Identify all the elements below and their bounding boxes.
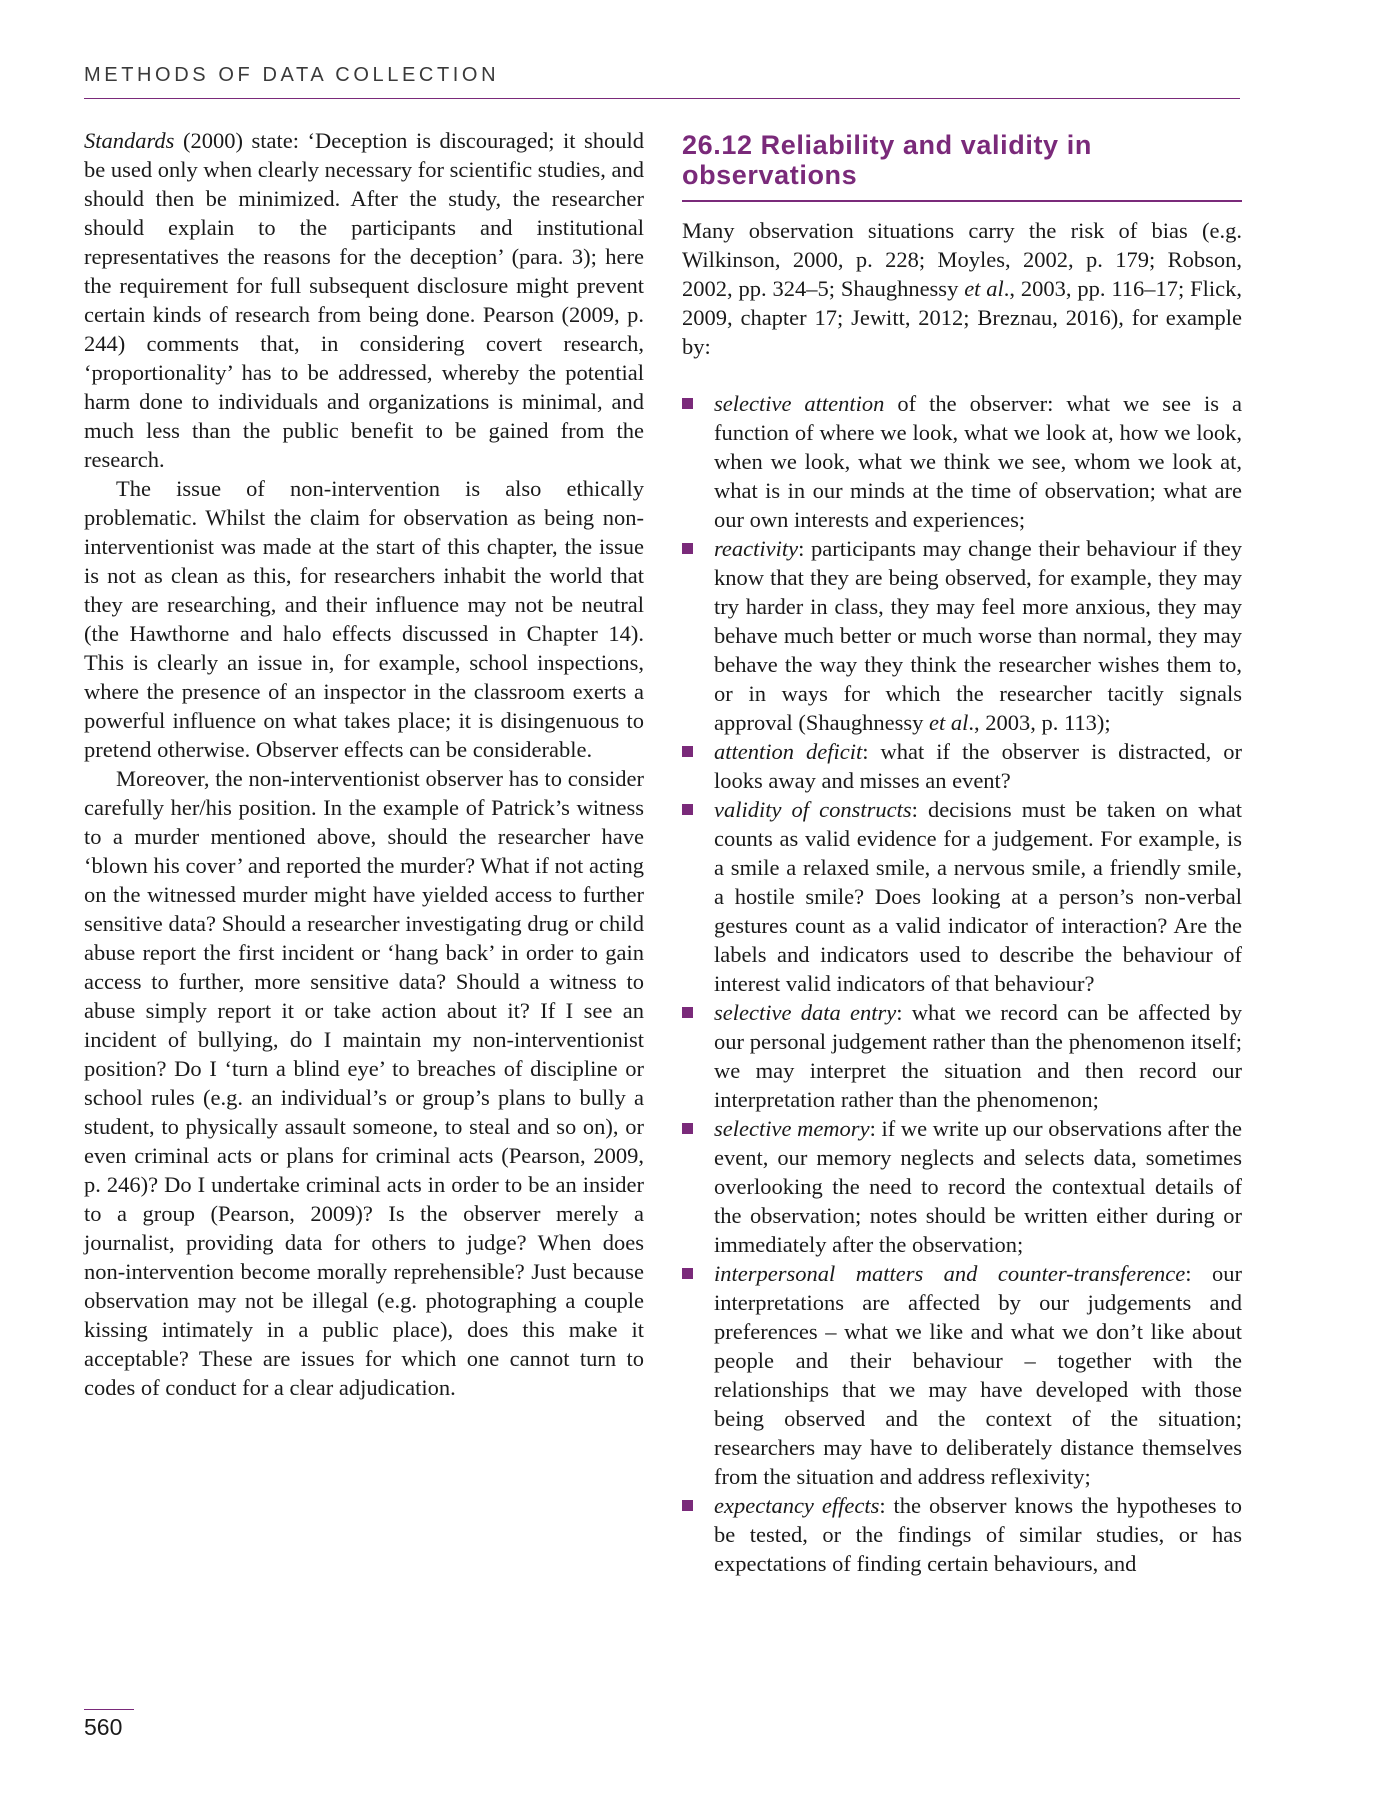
list-item-text-after: ., 2003, p. 113); — [968, 710, 1111, 735]
intro-text-a: Many observation situations carry the risk of bias (e.g. Wilkinson, 2000, p. 228; Moyles, 2002, p. 179; Robson, 2002, pp. 324–5; Shaughnessy — [682, 218, 1242, 301]
square-bullet-icon — [682, 1268, 693, 1279]
intro-etal: et al — [964, 276, 1004, 301]
list-item — [682, 795, 1242, 998]
list-item-term: selective data entry — [714, 1000, 897, 1025]
list-item-term: reactivity — [714, 536, 799, 561]
list-item-term: validity of constructs — [714, 797, 912, 822]
paragraph-1-italic: Standards — [84, 128, 175, 153]
list-item-text: : if we write up our observations after the event, our memory neglects and selects data, sometimes overlooking the need to record the contextual details of the observation; notes should be written either during or immediately after the observation; — [714, 1116, 1242, 1257]
list-item-text: : the observer knows the hypotheses to be tested, or the findings of similar studies, or has expectations of finding certain behaviours, and — [714, 1493, 1242, 1576]
list-item-text: : what we record can be affected by our personal judgement rather than the phenomenon itself; we may interpret the situation and then record our interpretation rather than the phenomenon; — [714, 1000, 1242, 1112]
header-rule — [84, 98, 1240, 99]
list-item-text: : participants may change their behaviour if they know that they are being observed, for example, they may try harder in class, they may feel more anxious, they may behave much better or much worse than normal, they may behave the way they think the researcher wishes them to, or in ways for which the researcher tacitly signals approval (Shaughnessy — [714, 536, 1242, 735]
list-item-text: : what if the observer is distracted, or looks away and misses an event? — [714, 739, 1242, 793]
list-item-term: interpersonal matters and counter-transference — [714, 1261, 1186, 1286]
section-heading: 26.12 Reliability and validity in observations — [682, 130, 1242, 202]
list-item — [682, 998, 1242, 1114]
list-item-term: attention deficit — [714, 739, 863, 764]
square-bullet-icon — [682, 804, 693, 815]
list-item — [682, 1259, 1242, 1491]
paragraph-1-text: (2000) state: ‘Deception is discouraged; it should be used only when clearly necessary for scientific studies, and should then be minimized. After the study, the researcher should explain to the participants and institutional representatives the reasons for the deception’ (para. 3); here the requirement for full subsequent disclosure might prevent certain kinds of research from being done. Pearson (2009, p. 244) comments that, in considering covert research, ‘proportionality’ has to be addressed, whereby the potential harm done to individuals and organizations is minimal, and much less than the public benefit to be gained from the research. — [84, 128, 644, 472]
square-bullet-icon — [682, 746, 693, 757]
paragraph-2: The issue of non-intervention is also ethically problematic. Whilst the claim for observation as being non-interventionist was made at the start of this chapter, the issue is not as clean as this, for researchers inhabit the world that they are researching, and their influence may not be neutral (the Hawthorne and halo effects discussed in Chapter 14). This is clearly an issue in, for example, school inspections, where the presence of an inspector in the classroom exerts a powerful influence on what takes place; it is disingenuous to pretend otherwise. Observer effects can be considerable. — [84, 476, 644, 762]
list-item-text: : our interpretations are affected by our judgements and preferences – what we like and what we don’t like about people and their behaviour – together with the relationships that we may have developed with those being observed and the context of the situation; researchers may have to deliberately distance themselves from the situation and address reflexivity; — [714, 1261, 1243, 1489]
intro-text-b: ., 2003, pp. 116–17; Flick, 2009, chapter 17; Jewitt, 2012; Breznau, 2016), for example by: — [682, 276, 1243, 359]
list-item-term: selective memory — [714, 1116, 870, 1141]
list-item-etal: et al — [928, 710, 969, 735]
square-bullet-icon — [682, 1007, 693, 1018]
intro-paragraph — [682, 216, 1242, 361]
square-bullet-icon — [682, 398, 693, 409]
list-item-term: selective attention — [714, 391, 885, 416]
left-column — [84, 126, 644, 1402]
footer-rule — [84, 1709, 134, 1710]
page-number: 560 — [84, 1714, 123, 1740]
list-item-term: expectancy effects — [714, 1493, 880, 1518]
list-item — [682, 534, 1242, 737]
list-item — [682, 737, 1242, 795]
paragraph-3: Moreover, the non-interventionist observer has to consider carefully her/his position. In the example of Patrick’s witness to a murder mentioned above, should the researcher have ‘blown his cover’ and reported the murder? What if not acting on the witnessed murder might have yielded access to further sensitive data? Should a researcher investigating drug or child abuse report the first incident or ‘hang back’ in order to gain access to further, more sensitive data? Should a witness to abuse simply report it or take action about it? If I see an incident of bullying, do I maintain my non-interventionist position? Do I ‘turn a blind eye’ to breaches of discipline or school rules (e.g. an individual’s or group’s plans to bully a student, to physically assault someone, to steal and so on), or even criminal acts or plans for criminal acts (Pearson, 2009, p. 246)? Do I undertake criminal acts in order to be an insider to a group (Pearson, 2009)? Is the observer merely a journalist, providing data for others to judge? When does non-intervention become morally reprehensible? Just because observation may not be illegal (e.g. photographing a couple kissing intimately in a public place), does this make it acceptable? These are issues for which one cannot turn to codes of conduct for a clear adjudication. — [84, 766, 644, 1400]
paragraph-1 — [84, 126, 644, 474]
bias-list — [682, 389, 1242, 1578]
list-item-text: of the observer: what we see is a function of where we look, what we look at, how we look, when we look, what we think we see, whom we look at, what is in our minds at the time of observation; what are our own interests and experiences; — [714, 391, 1242, 532]
list-item — [682, 1114, 1242, 1259]
square-bullet-icon — [682, 1500, 693, 1511]
right-column — [682, 128, 1242, 1578]
square-bullet-icon — [682, 1123, 693, 1134]
running-head: METHODS OF DATA COLLECTION — [84, 64, 500, 86]
list-item-text: : decisions must be taken on what counts as valid evidence for a judgement. For example, is a smile a relaxed smile, a nervous smile, a friendly smile, a hostile smile? Does looking at a person’s non-verbal gestures count as a valid indicator of interaction? Are the labels and indicators used to describe the behaviour of interest valid indicators of that behaviour? — [714, 797, 1242, 996]
list-item — [682, 389, 1242, 534]
list-item — [682, 1491, 1242, 1578]
square-bullet-icon — [682, 543, 693, 554]
